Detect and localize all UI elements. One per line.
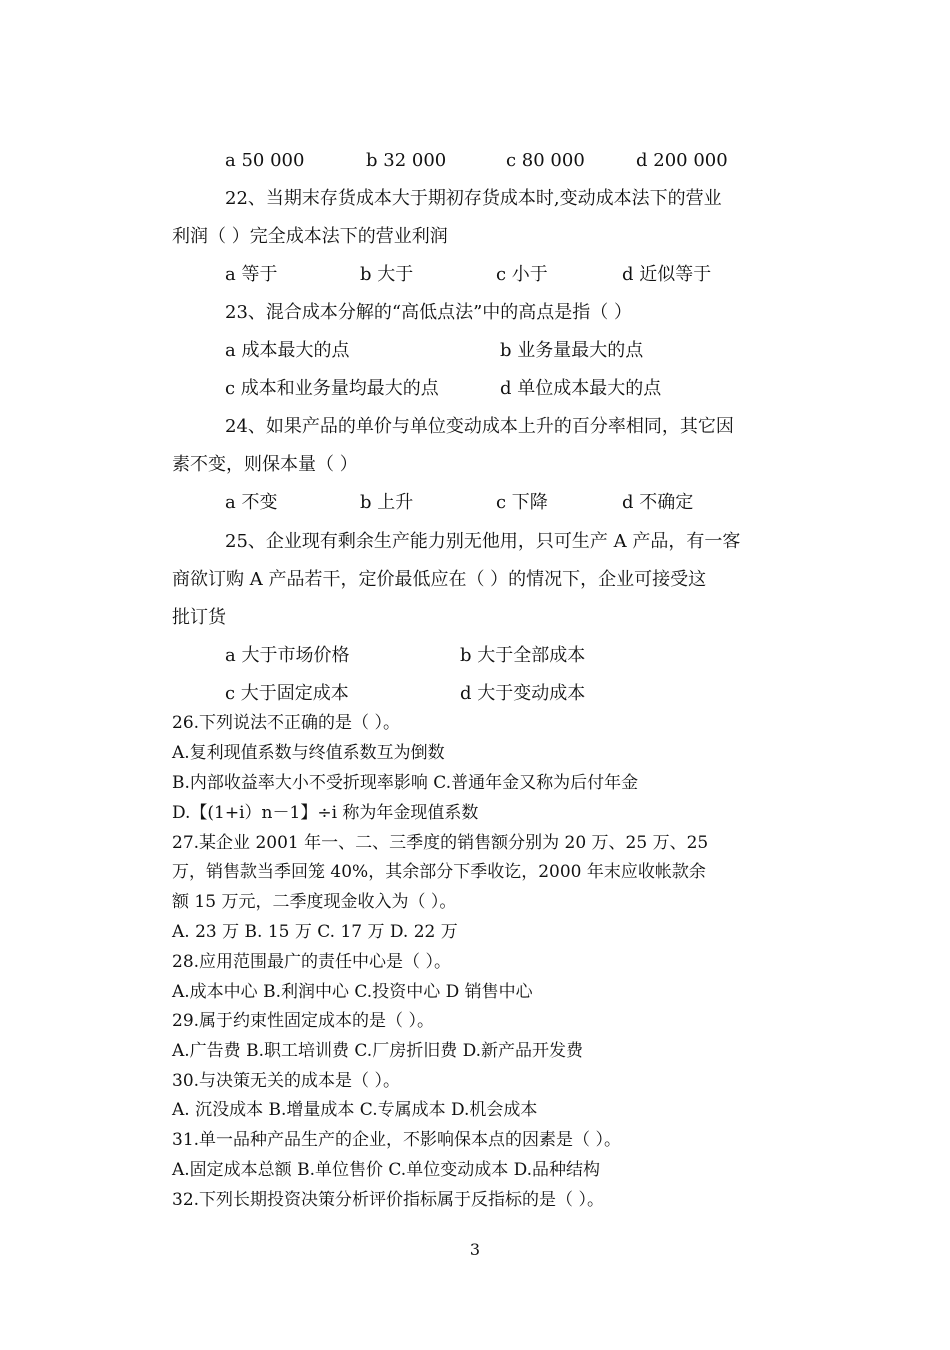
- q27-text-line3: 额 15 万元，二季度现金收入为（ ）。: [172, 892, 457, 912]
- page-number: 3: [469, 1240, 481, 1259]
- q25-text-line3: 批订货: [172, 607, 226, 628]
- q22-option-b: b 大于: [360, 264, 414, 285]
- q23-option-b: b 业务量最大的点: [500, 340, 644, 361]
- q29-text-line1: 29.属于约束性固定成本的是（ ）。: [172, 1011, 434, 1031]
- q22-option-c: c 小于: [496, 264, 548, 285]
- q25-option-b: b 大于全部成本: [460, 645, 586, 666]
- q25-option-c: c 大于固定成本: [225, 683, 349, 704]
- q26-text-line3: B.内部收益率大小不受折现率影响 C.普通年金又称为后付年金: [172, 773, 639, 793]
- q27-text-line1: 27.某企业 2001 年一、二、三季度的销售额分别为 20 万、25 万、25: [172, 833, 709, 853]
- q28-text-line1: 28.应用范围最广的责任中心是（ ）。: [172, 952, 451, 972]
- q22-text-line2: 利润（ ）完全成本法下的营业利润: [172, 226, 448, 247]
- q21-option-d: d 200 000: [636, 150, 728, 171]
- q24-option-c: c 下降: [496, 492, 548, 513]
- q32-text-line1: 32.下列长期投资决策分析评价指标属于反指标的是（ ）。: [172, 1190, 604, 1210]
- q25-option-a: a 大于市场价格: [225, 645, 350, 666]
- q24-option-a: a 不变: [225, 492, 278, 513]
- q24-option-b: b 上升: [360, 492, 414, 513]
- q30-text-line2: A. 沉没成本 B.增量成本 C.专属成本 D.机会成本: [172, 1100, 538, 1120]
- q23-text-line1: 23、混合成本分解的“高低点法”中的高点是指（ ）: [225, 302, 633, 323]
- q21-option-a: a 50 000: [225, 150, 305, 171]
- q31-text-line1: 31.单一品种产品生产的企业，不影响保本点的因素是（ ）。: [172, 1130, 621, 1150]
- q23-option-a: a 成本最大的点: [225, 340, 350, 361]
- q26-text-line1: 26.下列说法不正确的是（ ）。: [172, 713, 400, 733]
- q22-option-d: d 近似等于: [622, 264, 712, 285]
- q29-text-line2: A.广告费 B.职工培训费 C.厂房折旧费 D.新产品开发费: [172, 1041, 584, 1061]
- q26-text-line2: A.复利现值系数与终值系数互为倒数: [172, 743, 445, 763]
- q22-option-a: a 等于: [225, 264, 278, 285]
- q23-option-c: c 成本和业务量均最大的点: [225, 378, 439, 399]
- q31-text-line2: A.固定成本总额 B.单位售价 C.单位变动成本 D.品种结构: [172, 1160, 601, 1180]
- q27-text-line2: 万，销售款当季回笼 40%，其余部分下季收讫，2000 年末应收帐款余: [172, 862, 706, 882]
- q28-text-line2: A.成本中心 B.利润中心 C.投资中心 D 销售中心: [172, 982, 533, 1002]
- q24-option-d: d 不确定: [622, 492, 694, 513]
- q24-text-line2: 素不变，则保本量（ ）: [172, 454, 358, 475]
- q25-text-line2: 商欲订购 A 产品若干，定价最低应在（ ）的情况下，企业可接受这: [172, 569, 707, 590]
- q25-option-d: d 大于变动成本: [460, 683, 586, 704]
- q22-text-line1: 22、当期末存货成本大于期初存货成本时,变动成本法下的营业: [225, 188, 722, 209]
- q30-text-line1: 30.与决策无关的成本是（ ）。: [172, 1071, 400, 1091]
- q24-text-line1: 24、如果产品的单价与单位变动成本上升的百分率相同，其它因: [225, 416, 734, 437]
- q27-text-line4: A. 23 万 B. 15 万 C. 17 万 D. 22 万: [172, 922, 458, 942]
- q26-text-line4: D.【(1+i）n－1】÷i 称为年金现值系数: [172, 803, 479, 823]
- q21-option-c: c 80 000: [506, 150, 585, 171]
- q21-option-b: b 32 000: [366, 150, 447, 171]
- q25-text-line1: 25、企业现有剩余生产能力别无他用，只可生产 A 产品，有一客: [225, 531, 741, 552]
- q23-option-d: d 单位成本最大的点: [500, 378, 662, 399]
